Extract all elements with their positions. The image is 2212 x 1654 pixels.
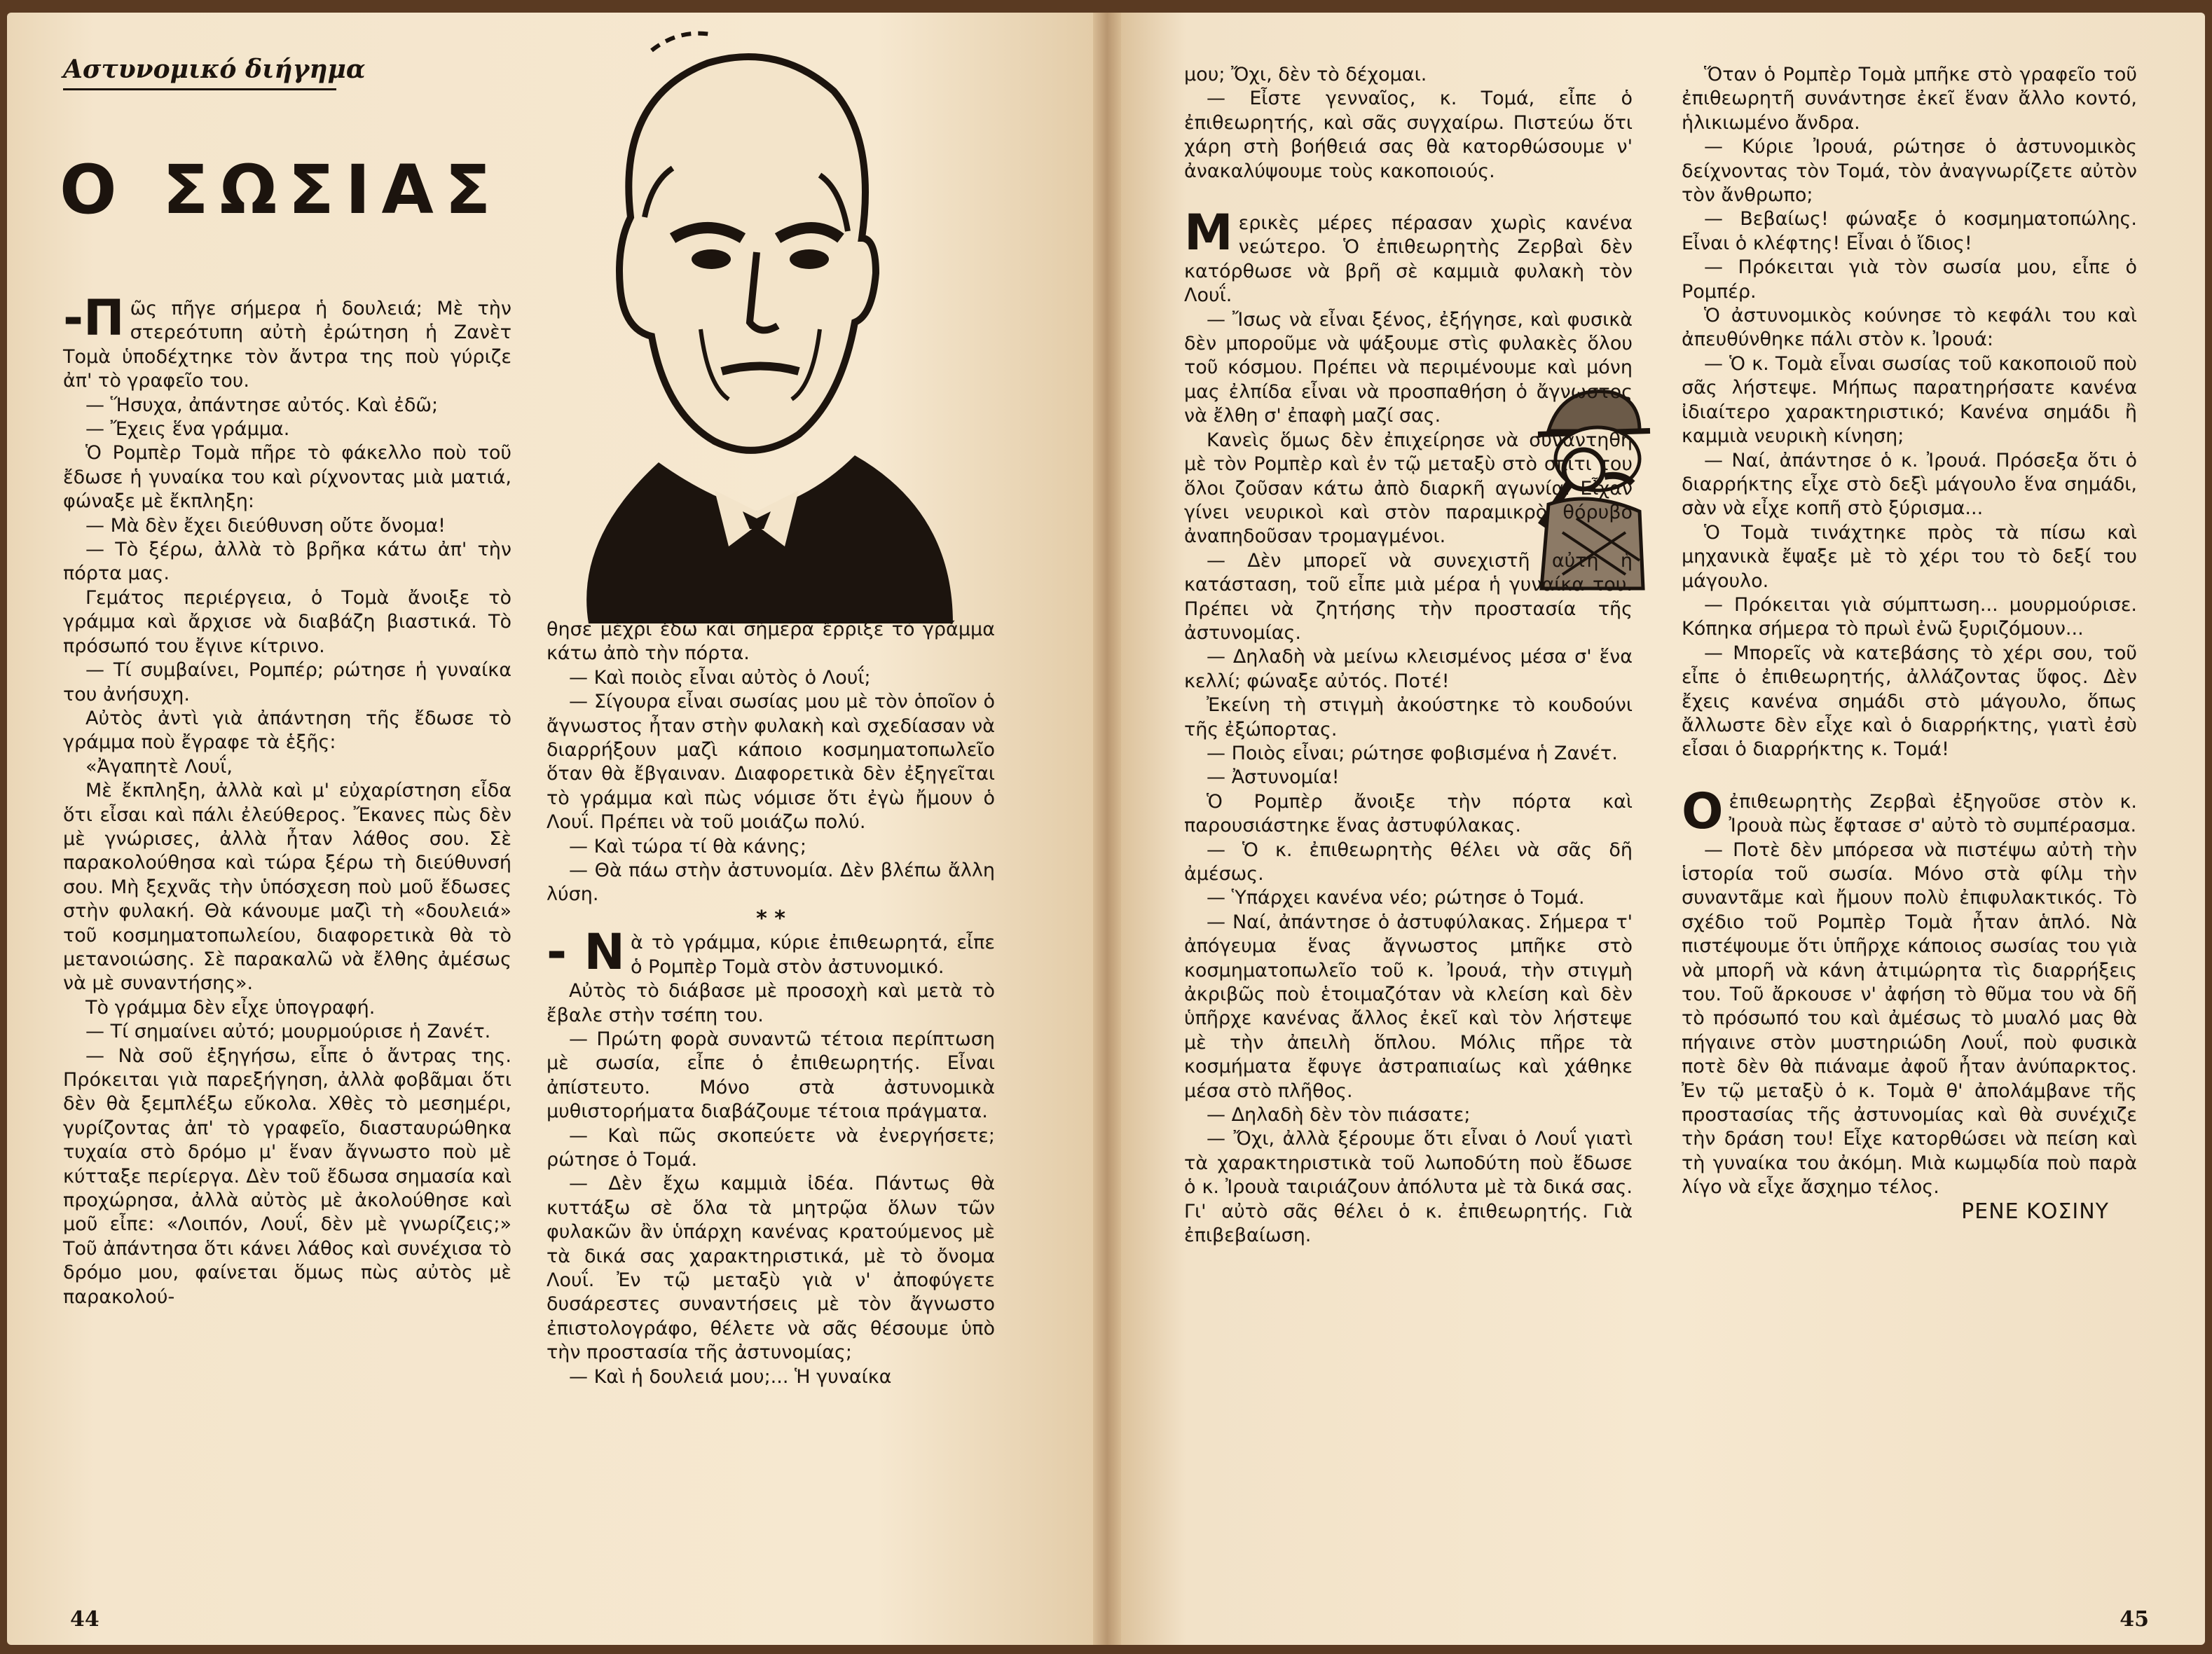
paragraph [1682,304,2137,352]
paragraph-text: — Δὲν μπορεῖ νὰ συνεχιστῆ αὐτὴ ἡ κατάσταση, τοῦ εἶπε μιὰ μέρα ἡ γυναίκα του. Πρέπει νὰ ζητήσης τὴν προστασία τῆς ἀστυνομίας. [1184,549,1633,644]
paragraph [63,755,511,779]
page-number-right: 45 [2120,1607,2149,1632]
paragraph [1184,1103,1633,1127]
paragraph-text: — Βεβαίως! φώναξε ὁ κοσμηματοπώλης. Εἶναι ὁ κλέφτης! Εἶναι ὁ ἴδιος! [1682,208,2137,254]
paragraph [1682,839,2137,1200]
paragraph-text: μου; Ὄχι, δὲν τὸ δέχομαι. [1184,64,1427,85]
drop-cap: - Ν [547,923,626,981]
paragraph [1682,642,2137,762]
paragraph-text: ῶς πῆγε σήμερα ἡ δουλειά; Μὲ τὴν στερεότυπη αὐτὴ ἐρώτηση ἡ Ζανὲτ Τομὰ ὑποδέχτηκε τὸν ἄντρα της ποὺ γύριζε ἀπ' τὸ γραφεῖο του. [63,298,511,392]
section-kicker: Αστυνομικό διήγημα [63,55,366,84]
paragraph [63,586,511,659]
paragraph-text: — Καὶ πῶς σκοπεύετε νὰ ἐνεργήσετε; ρώτησε ὁ Τομά. [547,1124,995,1171]
paragraph-text: Ὁ ἀστυνομικὸς κούνησε τὸ κεφάλι του καὶ ἀπευθύνθηκε πάλι στὸν κ. Ἰρουά: [1682,305,2137,351]
paragraph [1184,839,1633,887]
paragraph-text: — Νὰ σοῦ ἐξηγήσω, εἶπε ὁ ἄντρας της. Πρόκειται γιὰ παρεξήγηση, ἀλλὰ φοβᾶμαι ὅτι δὲν θὰ ξεμπλέξω εὔκολα. Χθὲς τὸ μεσημέρι, γυρίζοντας ἀπ' τὸ γραφεῖο, διασταυρώθηκα τυχαία στὸ δρόμο μ' ἕναν ἄγνωστο ποὺ μὲ κύτταξε περίεργα. Δὲν τοῦ ἔδωσα σημασία καὶ προχώρησα, ἀλλὰ αὐτὸς μὲ ἀκολούθησε καὶ μοῦ εἶπε: «Λοιπόν, Λουΐ, δὲν μὲ γνωρίζεις;» Τοῦ ἀπάντησα ὅτι κάνει λάθος καὶ συνέχισα τὸ δρόμο μου, φαίνεται ὅμως πὼς αὐτὸς μὲ παρακολού- [63,1045,511,1308]
paragraph-text: — Καὶ ποιὸς εἶναι αὐτὸς ὁ Λουΐ; [569,666,871,689]
paragraph-text: — Ναί, ἀπάντησε ὁ κ. Ἰρουά. Πρόσεξα ὅτι ὁ διαρρήκτης εἶχε στὸ δεξὶ μάγουλο ἕνα σημάδι, σὰν νὰ εἶχε κοπῆ στὸ ξύρισμα... [1682,449,2137,520]
paragraph-text: — Θὰ πάω στὴν ἀστυνομία. Δὲν βλέπω ἄλλη λύση. [547,860,995,906]
drop-cap: Ο [1682,782,1724,840]
paragraph [63,659,511,707]
drop-cap: Μ [1184,204,1233,262]
paragraph [63,1020,511,1044]
paragraph-text: — Τὸ ξέρω, ἀλλὰ τὸ βρῆκα κάτω ἀπ' τὴν πόρτα μας. [63,539,511,585]
paragraph-text: — Κύριε Ἰρουά, ρώτησε ὁ ἀστυνομικὸς δείχνοντας τὸν Τομά, τὸν ἀναγνωρίζετε αὐτὸν τὸν ἄνθρωπο; [1682,136,2137,207]
paragraph-text: — Πρόκειται γιὰ σύμπτωση... μουρμούρισε. Κόπηκα σήμερα τὸ πρωὶ ἐνῶ ξυριζόμουν... [1682,593,2137,640]
paragraph [547,859,995,907]
paragraph-text: — Τί σημαίνει αὐτό; μουρμούρισε ἡ Ζανέτ. [85,1021,491,1043]
paragraph-text: Ὅταν ὁ Ρομπὲρ Τομὰ μπῆκε στὸ γραφεῖο τοῦ ἐπιθεωρητῆ συνάντησε ἐκεῖ ἕναν ἄλλο κοντό, ἡλικιωμένο ἄνδρα. [1682,64,2137,134]
kicker-underline [63,88,336,90]
paragraph-text: — Ὁ κ. ἐπιθεωρητὴς θέλει νὰ σᾶς δῆ ἀμέσως. [1184,839,1633,885]
paragraph-text: — Μὰ δὲν ἔχει διεύθυνση οὔτε ὄνομα! [85,514,446,537]
story-title: Ο ΣΩΣΙΑΣ [60,151,502,229]
author-signature: ΡΕΝΕ ΚΟΣΙΝΥ [1961,1199,2109,1224]
paragraph [1682,256,2137,304]
text-column-2 [547,618,995,1389]
paragraph-text: ἐπιθεωρητὴς Ζερβαὶ ἐξηγοῦσε στὸν κ. Ἰρουὰ πὼς ἔφτασε σ' αὐτὸ τὸ συμπέρασμα. [1729,790,2137,837]
paragraph [1682,135,2137,207]
section-gap [1682,762,2137,790]
paragraph [1184,790,1633,839]
paragraph [63,394,511,418]
paragraph-text: — Ἀστυνομία! [1207,766,1340,789]
paragraph [1184,1127,1633,1248]
paragraph-text: — Δηλαδὴ δὲν τὸν πιάσατε; [1207,1104,1471,1126]
paragraph [63,1045,511,1309]
paragraph-text: ερικὲς μέρες πέρασαν χωρὶς κανένα νεώτερο. Ὁ ἐπιθεωρητὴς Ζερβαὶ δὲν κατόρθωσε νὰ βρῆ σὲ καμμιὰ φυλακὴ τὸν Λουΐ. [1184,212,1633,307]
paragraph-text: Γεμάτος περιέργεια, ὁ Τομὰ ἄνοιξε τὸ γράμμα καὶ ἄρχισε νὰ διαβάζη βιαστικά. Τὸ πρόσωπό του ἔγινε κίτρινο. [63,586,511,657]
paragraph-text: — Ἴσως νὰ εἶναι ξένος, ἐξήγησε, καὶ φυσικὰ δὲν μποροῦμε νὰ ψάξουμε στὶς φυλακὲς ὅλου τοῦ κόσμου. Πρέπει νὰ περιμένουμε καὶ μόνη μας ἐλπίδα εἶναι νὰ προσπαθήση ὁ ἄγνωστος νὰ ἔλθη σ' ἐπαφὴ μαζί σας. [1184,308,1633,427]
section-gap [1184,184,1633,212]
paragraph [1682,63,2137,135]
paragraph-text: Ὁ Τομὰ τινάχτηκε πρὸς τὰ πίσω καὶ μηχανικὰ ἔψαξε μὲ τὸ χέρι του τὸ δεξί του μάγουλο. [1682,521,2137,592]
paragraph [1184,742,1633,766]
paragraph [63,514,511,538]
paragraph-text: — Ποιὸς εἶναι; ρώτησε φοβισμένα ἡ Ζανέτ. [1207,742,1618,764]
paragraph-text: Ὁ Ρομπὲρ ἄνοιξε τὴν πόρτα καὶ παρουσιάστηκε ἕνας ἀστυφύλακας. [1184,790,1633,837]
paragraph [547,690,995,834]
paragraph-text: Ἐκείνη τὴ στιγμὴ ἀκούστηκε τὸ κουδούνι τῆς ἐξώπορτας. [1184,694,1633,740]
paragraph [547,979,995,1028]
paragraph [1184,549,1633,646]
paragraph [1184,766,1633,790]
section-separator: * * [756,906,785,931]
bald-man-portrait-illustration [547,7,995,623]
paragraph-text: — Ὑπάρχει κανένα νέο; ρώτησε ὁ Τομά. [1207,887,1585,909]
paragraph [547,835,995,859]
paragraph [547,666,995,690]
paragraph [547,923,995,981]
paragraph [63,707,511,755]
text-column-1 [63,289,511,1309]
paragraph-text: — Τί συμβαίνει, Ρομπέρ; ρώτησε ἡ γυναίκα του ἀνήσυχη. [63,659,511,705]
paragraph [63,779,511,996]
paragraph [1184,645,1633,694]
paragraph-text: ὰ τὸ γράμμα, κύριε ἐπιθεωρητά, εἶπε ὁ Ρομπὲρ Τομὰ στὸν ἀστυνομικό. [631,932,995,978]
paragraph [1184,429,1633,549]
paragraph-text: Ὁ Ρομπὲρ Τομὰ πῆρε τὸ φάκελλο ποὺ τοῦ ἔδωσε ἡ γυναίκα του καὶ ρίχνοντας μιὰ ματιά, φώναξε μὲ ἔκπληξη: [63,442,511,513]
paragraph [1184,886,1633,910]
paragraph [63,418,511,441]
paragraph-text: — Καὶ ἡ δουλειά μου;... Ἡ γυναίκα [569,1365,892,1388]
paragraph-text: — Ἔχεις ἕνα γράμμα. [85,418,290,441]
paragraph-text: — Ὄχι, ἀλλὰ ξέρουμε ὅτι εἶναι ὁ Λουΐ γιατὶ τὰ χαρακτηριστικὰ τοῦ λωποδύτη ποὺ ἔδωσε ὁ κ. Ἰρουὰ ταιριάζουν ἀπόλυτα μὲ τὰ δικά σας. Γι' αὐτὸ σᾶς θέλει ὁ κ. ἐπιθεωρητής. Γιὰ ἐπιβεβαίωση. [1184,1128,1633,1247]
paragraph-text: — Μπορεῖς νὰ κατεβάσης τὸ χέρι σου, τοῦ εἶπε ὁ ἐπιθεωρητής, ἀλλάζοντας ὕφος. Δὲν ἔχεις κανένα σημάδι στὸ μάγουλο, ὅπως ἄλλωστε δὲν εἶχε καὶ ὁ διαρρήκτης, γιατὶ ἐσὺ εἶσαι ὁ διαρρήκτης κ. Τομά! [1682,642,2137,761]
paragraph-text: — Πρώτη φορὰ συναντῶ τέτοια περίπτωση μὲ σωσία, εἶπε ὁ ἐπιθεωρητής. Εἶναι ἀπίστευτο. Μόνο στὰ ἀστυνομικὰ μυθιστορήματα διαβάζουμε τέτοια πράγματα. [547,1028,995,1123]
paragraph [1184,63,1633,87]
book-gutter [1093,13,1121,1645]
paragraph [63,289,511,394]
paragraph [1682,207,2137,256]
paragraph-text: Αὐτὸς ἀντὶ γιὰ ἀπάντηση τῆς ἔδωσε τὸ γράμμα ποὺ ἔγραφε τὰ ἑξῆς: [63,707,511,754]
paragraph [547,618,995,666]
page-number-left: 44 [70,1607,99,1632]
paragraph [1682,521,2137,593]
drop-cap: -Π [63,289,125,347]
paragraph [547,1172,995,1365]
paragraph-text: — Ναί, ἀπάντησε ὁ ἀστυφύλακας. Σήμερα τ' ἀπόγευμα ἕνας ἄγνωστος μπῆκε στὸ κοσμηματοπωλεῖο τοῦ κ. Ἰρουά, τὴν στιγμὴ ἀκριβῶς ποὺ ἑτοιμαζόταν νὰ κλείση καὶ δὲν ὑπῆρχε κανένας ἄλλος ἐκεῖ καὶ τὸν λήστεψε μὲ τὴν ἀπειλὴ ὅπλου. Μόλις πῆρε τὰ κοσμήματα ἔφυγε ἀστραπιαίως καὶ χάθηκε μέσα στὸ πλῆθος. [1184,911,1633,1102]
paragraph [547,1124,995,1173]
paragraph-text: — Ἥσυχα, ἀπάντησε αὐτός. Καὶ ἐδῶ; [85,394,439,416]
paragraph [1682,782,2137,840]
paragraph-text: — Καὶ τώρα τί θὰ κάνης; [569,835,806,857]
paragraph [1184,87,1633,184]
paragraph-text: — Ὁ κ. Τομὰ εἶναι σωσίας τοῦ κακοποιοῦ ποὺ σᾶς λήστεψε. Μήπως παρατηρήσατε κανένα ἰδιαίτερο χαρακτηριστικό; Κανένα σημάδι ἢ καμμιὰ νευρικὴ κίνηση; [1682,352,2137,448]
paragraph-text: Τὸ γράμμα δὲν εἶχε ὑπογραφή. [85,996,376,1019]
paragraph-text: Κανεὶς ὅμως δὲν ἐπιχείρησε νὰ συναντηθῆ μὲ τὸν Ρομπὲρ καὶ ἐν τῷ μεταξὺ στὸ σπίτι του ὅλοι ζοῦσαν κάτω ἀπὸ διαρκῆ αγωνία. Εἶχαν γίνει νευρικοὶ καὶ στὸν παραμικρὸ θόρυβο ἀναπηδοῦσαν τρομαγμένοι. [1184,429,1633,548]
paragraph-text: — Πρόκειται γιὰ τὸν σωσία μου, εἶπε ὁ Ρομπέρ. [1682,256,2137,303]
paragraph-text: — Εἶστε γενναῖος, κ. Τομά, εἶπε ὁ ἐπιθεωρητής, καὶ σᾶς συγχαίρω. Πιστεύω ὅτι χάρη στὴ βοήθειά σας θὰ κατορθώσουμε ν' ἀνακαλύψουμε τοὺς κακοποιούς. [1184,88,1633,182]
paragraph-text: — Δηλαδὴ νὰ μείνω κλεισμένος μέσα σ' ἕνα κελλί; φώναξε αὐτός. Ποτέ! [1184,646,1633,692]
paragraph [1682,593,2137,642]
paragraph [1682,449,2137,521]
paragraph [1682,352,2137,449]
paragraph [1184,308,1633,429]
text-column-3 [1184,63,1633,1248]
paragraph [1184,204,1633,308]
paragraph [63,996,511,1020]
paragraph-text: «Ἀγαπητὲ Λουΐ, [85,755,233,778]
paragraph [1184,911,1633,1103]
paragraph [63,538,511,586]
paragraph-text: — Δὲν ἔχω καμμιὰ ἰδέα. Πάντως θὰ κυττάξω σὲ ὅλα τὰ μητρῷα ὅλων τῶν φυλακῶν ἂν ὑπάρχη κανένας κρατούμενος μὲ τὰ δικά σας χαρακτηριστικά, μὲ τὸ ὄνομα Λουΐ. Ἐν τῷ μεταξὺ γιὰ ν' ἀποφύγετε δυσάρεστες συναντήσεις μὲ τὸν ἄγνωστο ἐπιστολογράφο, θέλετε νὰ σᾶς θέσουμε ὑπὸ τὴν προστασία τῆς ἀστυνομίας; [547,1173,995,1364]
paragraph-text: — Σίγουρα εἶναι σωσίας μου μὲ τὸν ὁποῖον ὁ ἄγνωστος ἦταν στὴν φυλακὴ καὶ σχεδίασαν νὰ διαρρήξουν μαζὶ κάποιο κοσμηματοπωλεῖο ὅταν θὰ ἔβγαιναν. Διαφορετικὰ δὲν ἐξηγεῖται τὸ γράμμα καὶ πὼς νόμισε ὅτι ἐγὼ ἤμουν ὁ Λουΐ. Πρέπει νὰ τοῦ μοιάζω πολύ. [547,691,995,834]
paragraph-text: θησε μέχρι ἐδῶ καὶ σήμερα ἔρριξε τὸ γράμμα κάτω ἀπὸ τὴν πόρτα. [547,619,995,665]
paragraph-text: — Ποτὲ δὲν μπόρεσα νὰ πιστέψω αὐτὴ τὴν ἱστορία τοῦ σωσία. Μόνο στὰ φίλμ τὴν συναντᾶμε καὶ ἤμουν πολὺ ἐπιφυλακτικός. Τὸ σχέδιο τοῦ Ρομπὲρ Τομὰ ἦταν ἁπλό. Νὰ πιστέψουμε ὅτι ὑπῆρχε κάποιος σωσίας του γιὰ νὰ μπορῆ νὰ κάνη ἀτιμώρητα τὶς διαρρήξεις του. Τοῦ ἄρκουσε ν' ἀφήση τὸ θῦμα του νὰ δῆ τὸ πρόσωπό του καὶ ἀμέσως τὸ μυαλό μας θὰ πήγαινε στὸν μυστηριώδη Λουΐ, ποὺ φυσικὰ ποτὲ δὲν θὰ πιάναμε ἀφοῦ ἦταν ἀνύπαρκτος. Ἐν τῷ μεταξὺ ὁ κ. Τομὰ θ' ἀπολάμβανε τῆς προστασίας τῆς ἀστυνομίας καὶ θὰ συνέχιζε τὴν δράση του! Εἶχε κατορθώσει νὰ πείση καὶ τὴ γυναίκα του ἀκόμη. Μιὰ κωμῳδία ποὺ παρὰ λίγο νὰ εἶχε ἄσχημο τέλος. [1682,839,2137,1199]
paragraph [1184,694,1633,742]
paragraph-text: Αὐτὸς τὸ διάβασε μὲ προσοχὴ καὶ μετὰ τὸ ἔβαλε στὴν τσέπη του. [547,980,995,1026]
paragraph [547,1028,995,1124]
paragraph [547,1365,995,1389]
paragraph [63,441,511,514]
text-column-4 [1682,63,2137,1224]
paragraph-text: Μὲ ἔκπληξη, ἀλλὰ καὶ μ' εὐχαρίστηση εἶδα ὅτι εἶσαι καὶ πάλι ἐλεύθερος. Ἔκανες πὼς δὲν μὲ γνώρισες, ἀλλὰ ἦταν λάθος σου. Σὲ παρακολούθησα καὶ τώρα ξέρω τὴ διεύθυνσή σου. Μὴ ξεχνᾶς τὴν ὑπόσχεση ποὺ μοῦ ἔδωσες στὴν φυλακή. Θὰ κάνουμε μαζὶ τὴ «δουλειά» τοῦ κοσμηματοπωλείου, διαφορετικὰ θὰ τὸ μετανοιώσης. Σὲ παρακαλῶ νὰ ἔλθης ἀμέσως νὰ μὲ συναντήσης». [63,780,511,995]
